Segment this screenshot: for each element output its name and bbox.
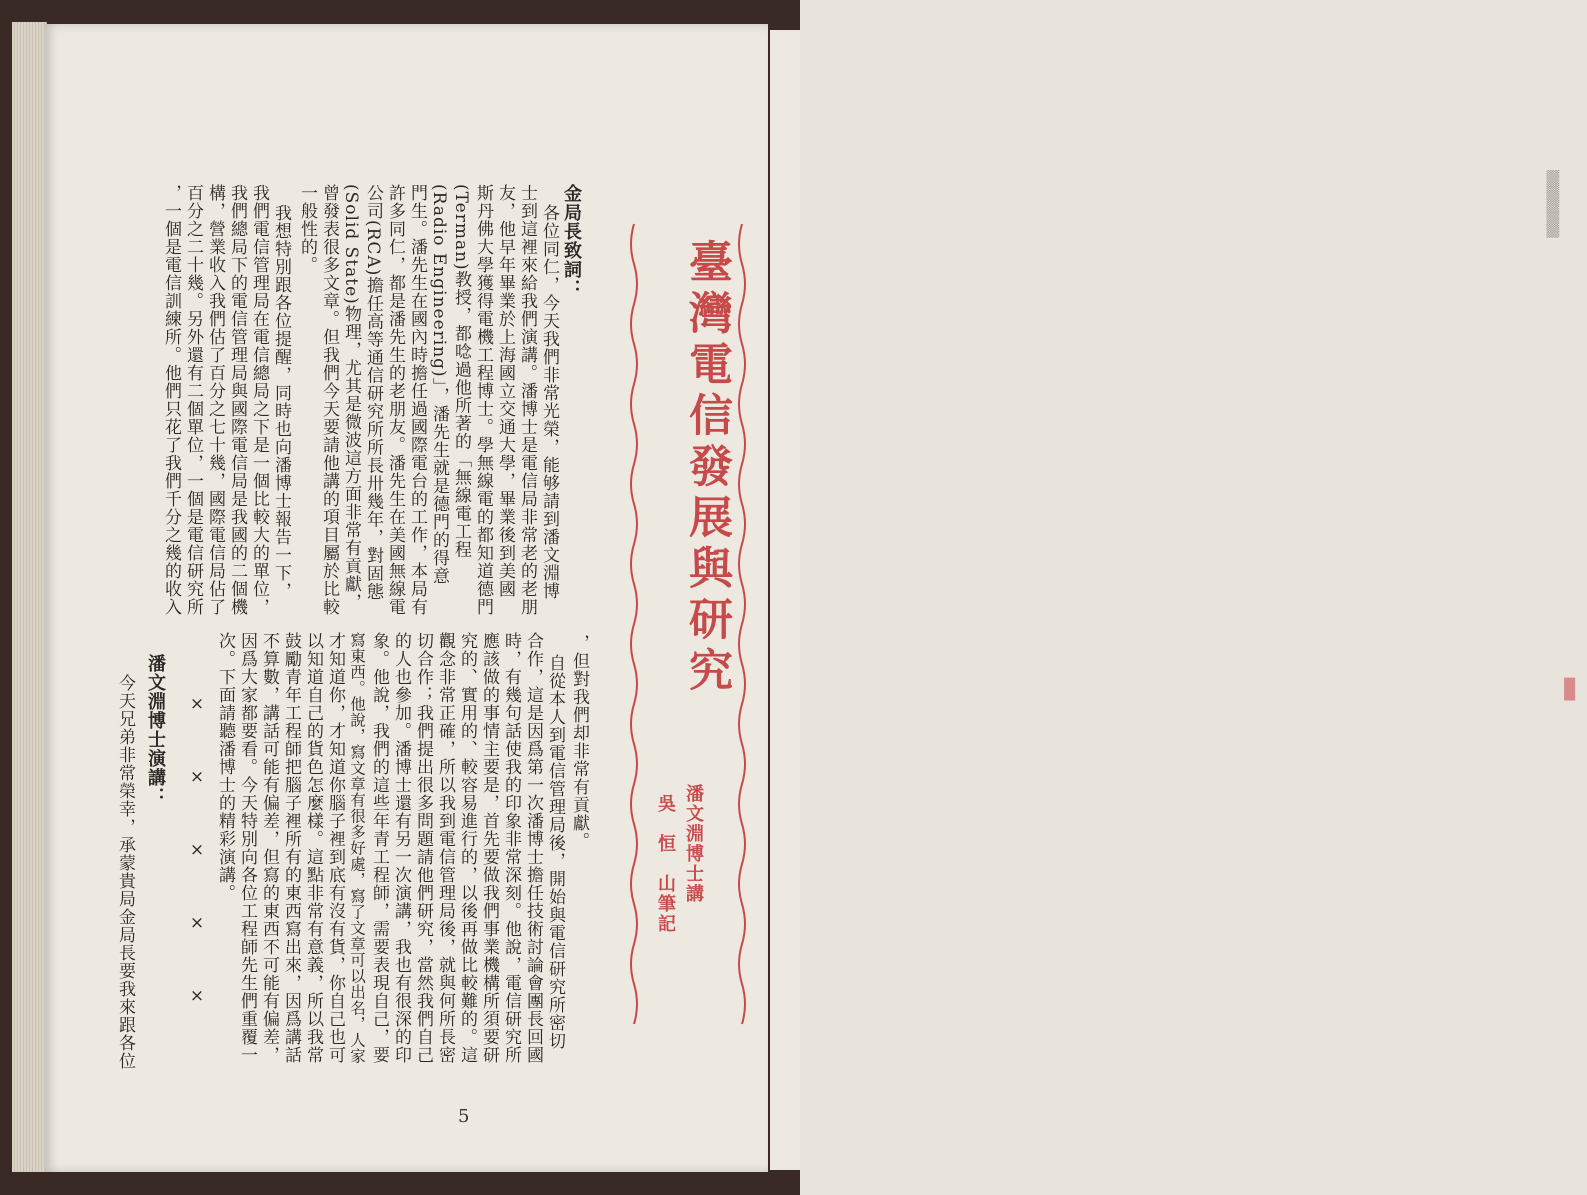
title-right-border [734, 224, 750, 1024]
text-line: 一般性的。 [297, 184, 317, 274]
text-line: 我們電信管理局在電信總局之下是一個比較大的單位， [249, 184, 269, 616]
text-line: 的人也參加。潘博士還有另一次演講，我也有很深的印 [391, 632, 411, 1064]
text-line: 合作，這是因爲第一次潘博士擔任技術討論會團長回國 [523, 632, 543, 1064]
text-line: 觀念非常正確，所以我到電信管理局後，就與何所長密 [435, 632, 455, 1064]
text-line: (Terman)教授，都唸過他所著的「無線電工程 [451, 184, 471, 559]
text-line: 切合作；我們提出很多問題請他們研究，當然我們自己 [413, 632, 433, 1064]
text-line: 究的、實用的、較容易進行的，以後再做比較難的。這 [457, 632, 477, 1064]
text-line: 門生。潘先生在國內時擔任過國際電台的工作，本局有 [407, 184, 427, 616]
text-line: ，一個是電信訓練所。他們只花了我們千分之幾的收入 [161, 184, 181, 616]
document-page [44, 24, 768, 1172]
text-line: (Radio Engineering)」，潘先生就是德門的得意 [429, 184, 449, 586]
text-line: (Solid State)物理，尤其是微波這方面非常有貢獻， [341, 184, 361, 611]
text-line: 我們總局下的電信管理局與國際電信局是我國的二個機 [227, 184, 247, 616]
text-line: 友，他早年畢業於上海國立交通大學，畢業後到美國 [495, 184, 515, 598]
article-title: 臺灣電信發展與研究 [681, 239, 732, 698]
text-line: 象。他說，我們的這些年青工程師，需要表現自己，要 [369, 632, 389, 1064]
text-line: ，但對我們却非常有貢獻。 [569, 634, 589, 850]
next-page-text-fragment: ▒▒▒▒▒▒▒▒ [1546, 170, 1559, 238]
byline-recorder: 吳 恒 山筆記 [655, 794, 676, 934]
text-line: 我想特別跟各位提醒，同時也向潘博士報告一下， [271, 204, 291, 600]
text-line: 寫東西。他說，寫文章有很多好處，寫了文章可以出名，人家 [348, 632, 366, 1064]
section-heading-director: 金局長致詞： [561, 184, 582, 298]
text-line: 時，有幾句話使我的印象非常深刻。他說，電信研究所 [501, 632, 521, 1064]
section-heading-speech: 潘文淵博士演講： [145, 654, 166, 806]
title-left-border [626, 224, 642, 1024]
text-line: 才知道你，才知道你腦子裡到底有沒有貨，你自己也可 [325, 632, 345, 1064]
page-number: 5 [458, 1106, 470, 1127]
text-line: 構，營業收入我們估了百分之七十幾，國際電信局佔了 [205, 184, 225, 616]
text-line: 公司(RCA)擔任高等通信研究所所長卅幾年，對固態 [363, 184, 383, 601]
text-line: 不算數，講話可能有偏差，但寫的東西不可能有偏差， [259, 632, 279, 1064]
text-line: 今天兄弟非常榮幸，承蒙貴局金局長要我來跟各位 [115, 674, 135, 1070]
text-line: 各位同仁，今天我們非常光榮，能够請到潘文淵博 [539, 204, 559, 600]
text-line: 曾發表很多文章。但我們今天要請他講的項目屬於比較 [319, 184, 339, 616]
text-line: 士到這裡來給我們演講。潘博士是電信局非常老的老朋 [517, 184, 537, 616]
text-line: 以知道自己的貨色怎麼樣。這點非常有意義，所以我常 [303, 632, 323, 1064]
text-line: 自從本人到電信管理局後，開始與電信研究所密切 [545, 654, 565, 1050]
text-line: 斯丹佛大學獲得電機工程博士。學無線電的都知道德門 [473, 184, 493, 616]
next-page-edge [770, 30, 1587, 1170]
text-line: 次。下面請聽潘博士的精彩演講。 [215, 632, 235, 902]
next-page-red-fragment: ▮ [1552, 670, 1587, 705]
text-line: 因爲大家都要看。今天特別向各位工程師先生們重覆一 [237, 632, 257, 1064]
text-line: 鼓勵青年工程師把腦子裡所有的東西寫出來，因爲講話 [281, 632, 301, 1064]
section-separator: × × × × × [187, 694, 207, 1024]
page-stack-edge [12, 22, 47, 1172]
text-line: 許多同仁，都是潘先生的老朋友。潘先生在美國無線電 [385, 184, 405, 616]
text-line: 應該做的事情主要是，首先要做我們事業機構所須要研 [479, 632, 499, 1064]
byline-speaker: 潘文淵博士講 [683, 784, 704, 904]
text-line: 百分之二十幾。另外還有二個單位，一個是電信研究所 [183, 184, 203, 616]
